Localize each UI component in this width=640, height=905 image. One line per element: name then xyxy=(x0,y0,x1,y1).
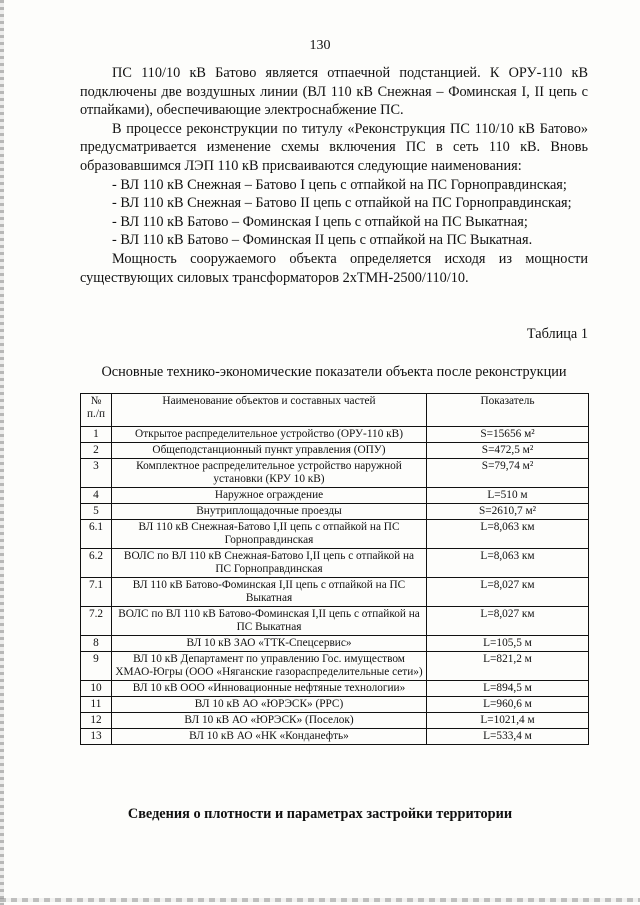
row-name: ВОЛС по ВЛ 110 кВ Снежная-Батово I,II цепь с отпайкой на ПС Горноправдинская xyxy=(112,549,427,578)
row-number: 1 xyxy=(81,427,112,443)
row-value: S=79,74 м² xyxy=(427,459,589,488)
table-row xyxy=(81,488,589,504)
body-text xyxy=(80,64,588,287)
row-name: ВЛ 10 кВ АО «ЮРЭСК» (Поселок) xyxy=(112,713,427,729)
row-number: 2 xyxy=(81,443,112,459)
row-value: L=8,027 км xyxy=(427,607,589,636)
row-name: ВЛ 10 кВ Департамент по управлению Гос. имуществом ХМАО-Югры (ООО «Няганские газораспределительные сети») xyxy=(112,652,427,681)
row-name: Комплектное распределительное устройство наружной установки (КРУ 10 кВ) xyxy=(112,459,427,488)
header-value: Показатель xyxy=(427,394,589,427)
row-number: 7.1 xyxy=(81,578,112,607)
list-item: - ВЛ 110 кВ Батово – Фоминская I цепь с отпайкой на ПС Выкатная; xyxy=(112,213,528,230)
table-row xyxy=(81,681,589,697)
row-name: Наружное ограждение xyxy=(112,488,427,504)
paragraph: В процессе реконструкции по титулу «Реконструкция ПС 110/10 кВ Батово» предусматривается изменение схемы включения ПС в сеть 110 кВ. Вновь образовавшимся ЛЭП 110 кВ присваиваются следующие наименования: xyxy=(80,120,588,174)
row-name: ВЛ 10 кВ ООО «Инновационные нефтяные технологии» xyxy=(112,681,427,697)
table-header-row xyxy=(81,394,589,427)
row-value: S=15656 м² xyxy=(427,427,589,443)
table-row xyxy=(81,729,589,745)
row-number: 6.2 xyxy=(81,549,112,578)
row-value: S=2610,7 м² xyxy=(427,504,589,520)
section-heading: Сведения о плотности и параметрах застройки территории xyxy=(127,806,513,822)
table-row xyxy=(81,459,589,488)
row-value: L=105,5 м xyxy=(427,636,589,652)
row-number: 5 xyxy=(81,504,112,520)
row-value: S=472,5 м² xyxy=(427,443,589,459)
table-row xyxy=(81,549,589,578)
row-name: ВЛ 10 кВ ЗАО «ТТК-Спецсервис» xyxy=(112,636,427,652)
list-item: - ВЛ 110 кВ Снежная – Батово II цепь с отпайкой на ПС Горноправдинская; xyxy=(112,195,572,212)
row-name: Открытое распределительное устройство (ОРУ-110 кВ) xyxy=(112,427,427,443)
table-row xyxy=(81,607,589,636)
header-name: Наименование объектов и составных частей xyxy=(112,394,427,427)
row-name: ВЛ 110 кВ Снежная-Батово I,II цепь с отпайкой на ПС Горноправдинская xyxy=(112,520,427,549)
table-row xyxy=(81,713,589,729)
row-name: ВЛ 10 кВ АО «ЮРЭСК» (РРС) xyxy=(112,697,427,713)
row-name: Внутриплощадочные проезды xyxy=(112,504,427,520)
row-number: 12 xyxy=(81,713,112,729)
table-row xyxy=(81,427,589,443)
row-number: 4 xyxy=(81,488,112,504)
row-name: ВЛ 110 кВ Батово-Фоминская I,II цепь с отпайкой на ПС Выкатная xyxy=(112,578,427,607)
paragraph: Мощность сооружаемого объекта определяется исходя из мощности существующих силовых трансформаторов 2хТМН-2500/110/10. xyxy=(80,250,588,286)
header-number: № п./п xyxy=(81,394,112,427)
row-number: 3 xyxy=(81,459,112,488)
row-value: L=8,063 км xyxy=(427,520,589,549)
row-name: Общеподстанционный пункт управления (ОПУ) xyxy=(112,443,427,459)
table-row xyxy=(81,504,589,520)
list-item: - ВЛ 110 кВ Батово – Фоминская II цепь с отпайкой на ПС Выкатная. xyxy=(112,232,533,249)
table-row xyxy=(81,697,589,713)
row-value: L=510 м xyxy=(427,488,589,504)
row-name: ВЛ 10 кВ АО «НК «Конданефть» xyxy=(112,729,427,745)
row-number: 7.2 xyxy=(81,607,112,636)
paragraph: ПС 110/10 кВ Батово является отпаечной подстанцией. К ОРУ-110 кВ подключены две воздушных линии (ВЛ 110 кВ Снежная – Фоминская I, II цепь с отпайками), обеспечивающие электроснабжение ПС. xyxy=(80,65,588,119)
row-value: L=960,6 м xyxy=(427,697,589,713)
table-row xyxy=(81,652,589,681)
row-number: 11 xyxy=(81,697,112,713)
scan-edge-left xyxy=(0,0,4,905)
scan-edge-bottom xyxy=(0,898,640,902)
table-row xyxy=(81,443,589,459)
row-value: L=8,027 км xyxy=(427,578,589,607)
indicators-table xyxy=(80,393,589,745)
table-title: Основные технико-экономические показатели объекта после реконструкции xyxy=(101,364,567,380)
row-number: 10 xyxy=(81,681,112,697)
row-value: L=8,063 км xyxy=(427,549,589,578)
row-number: 8 xyxy=(81,636,112,652)
row-value: L=533,4 м xyxy=(427,729,589,745)
table-caption: Таблица 1 xyxy=(526,326,588,342)
row-number: 6.1 xyxy=(81,520,112,549)
table-row xyxy=(81,520,589,549)
row-number: 13 xyxy=(81,729,112,745)
table-row xyxy=(81,578,589,607)
table-body xyxy=(81,427,589,745)
row-value: L=894,5 м xyxy=(427,681,589,697)
list-item: - ВЛ 110 кВ Снежная – Батово I цепь с отпайкой на ПС Горноправдинская; xyxy=(112,176,567,193)
row-number: 9 xyxy=(81,652,112,681)
table-row xyxy=(81,636,589,652)
row-value: L=1021,4 м xyxy=(427,713,589,729)
row-value: L=821,2 м xyxy=(427,652,589,681)
page-number: 130 xyxy=(309,38,331,53)
row-name: ВОЛС по ВЛ 110 кВ Батово-Фоминская I,II цепь с отпайкой на ПС Выкатная xyxy=(112,607,427,636)
